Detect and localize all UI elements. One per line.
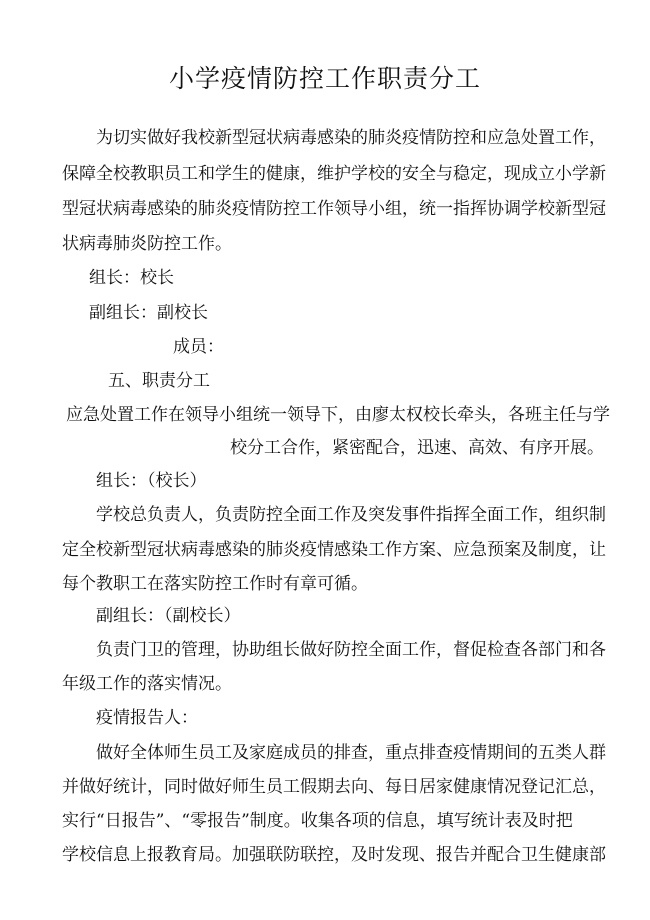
intro-line-3: 型冠状病毒感染的肺炎疫情防控工作领导小组，统一指挥协调学校新型冠 (62, 199, 606, 219)
section-intro-line-1: 应急处置工作在领导小组统一领导下，由廖太权校长牵头，各班主任与学 (66, 405, 610, 425)
reporter-duties-line-4: 学校信息上报教育局。加强联防联控，及时发现、报告并配合卫生健康部 (62, 845, 606, 865)
reporter-duties-line-2: 并做好统计，同时做好师生员工假期去向、每日居家健康情况登记汇总， (62, 777, 606, 797)
intro-line-2: 保障全校教职员工和学生的健康，维护学校的安全与稳定，现成立小学新 (62, 164, 606, 184)
members-line: 成员： (173, 337, 224, 357)
leader-duties-line-2: 定全校新型冠状病毒感染的肺炎疫情感染工作方案、应急预案及制度，让 (62, 540, 606, 560)
reporter-heading: 疫情报告人： (96, 708, 198, 728)
deputy-duties-line-2: 年级工作的落实情况。 (62, 674, 232, 694)
deputy-heading: 副组长：（副校长） (96, 606, 241, 626)
section-heading: 五、职责分工 (108, 371, 210, 391)
deputy-duties-line-1: 负责门卫的管理，协助组长做好防控全面工作，督促检查各部门和各 (96, 640, 606, 660)
leader-heading: 组长：（校长） (96, 471, 207, 491)
reporter-duties-line-3: 实行“日报告”、“零报告”制度。收集各项的信息，填写统计表及时把 (62, 811, 573, 831)
intro-line-1: 为切实做好我校新型冠状病毒感染的肺炎疫情防控和应急处置工作， (96, 128, 606, 148)
intro-line-4: 状病毒肺炎防控工作。 (62, 234, 232, 254)
leader-duties-line-1: 学校总负责人，负责防控全面工作及突发事件指挥全面工作，组织制 (96, 505, 606, 525)
page-title: 小学疫情防控工作职责分工 (168, 64, 481, 93)
leader-duties-line-3: 每个教职工在落实防控工作时有章可循。 (62, 574, 368, 594)
leader-line: 组长：校长 (89, 268, 174, 288)
reporter-duties-line-1: 做好全体师生员工及家庭成员的排查，重点排查疫情期间的五类人群 (96, 743, 606, 763)
deputy-line: 副组长：副校长 (89, 303, 208, 323)
section-intro-line-2: 校分工合作，紧密配合，迅速、高效、有序开展。 (230, 438, 604, 458)
